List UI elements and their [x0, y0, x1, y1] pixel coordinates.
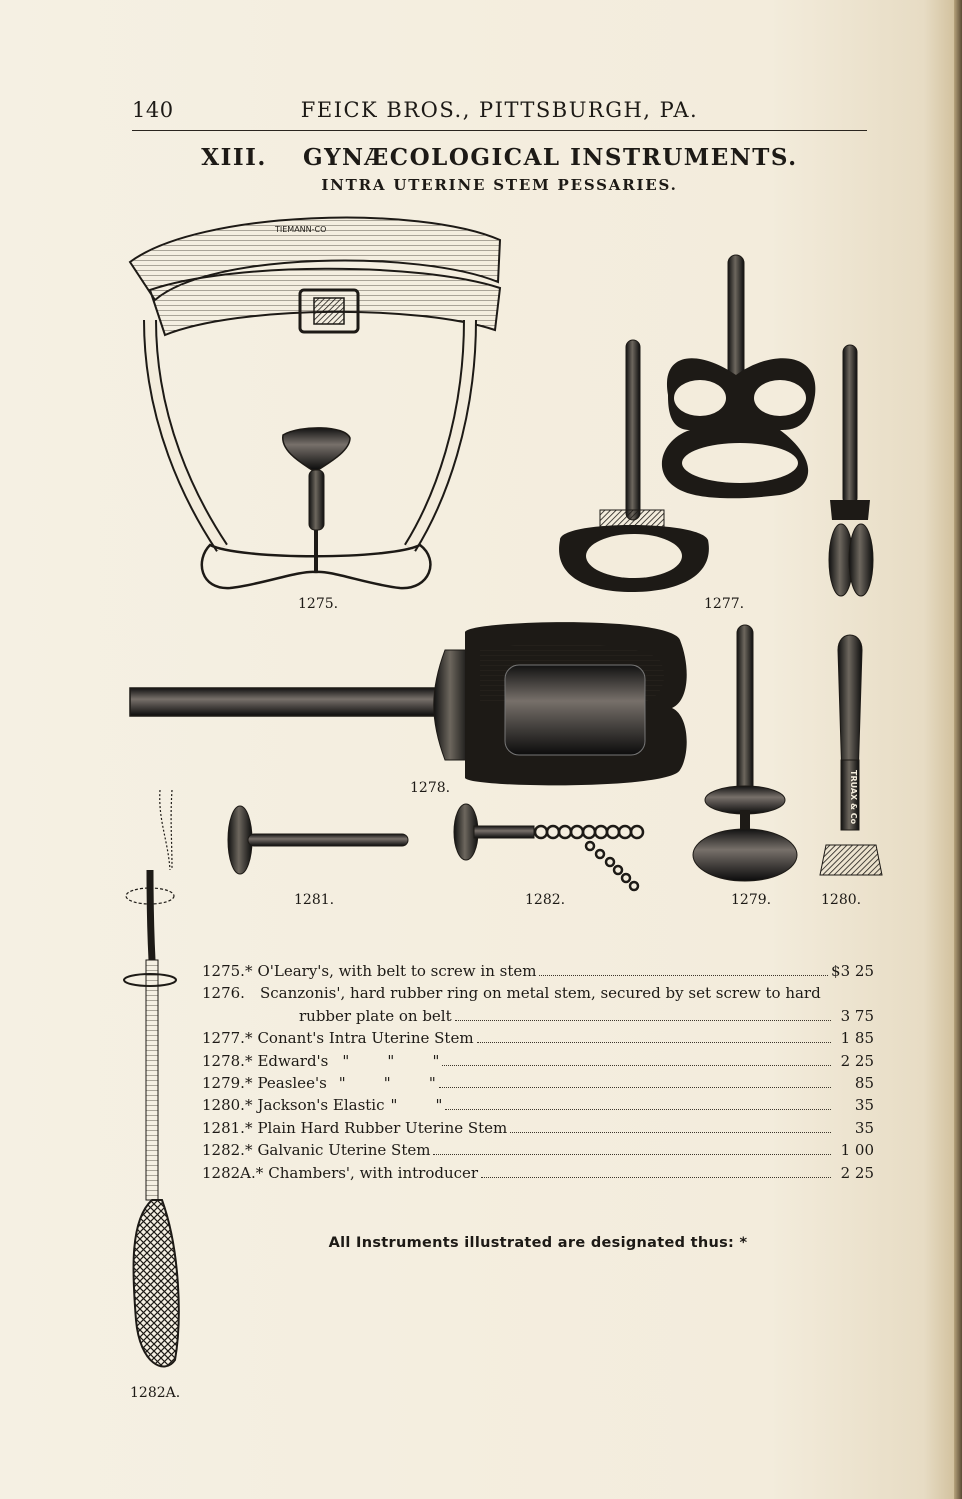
item-price: 1 85	[840, 1029, 874, 1048]
price-row-1275	[202, 960, 874, 982]
item-number: 1280.*	[202, 1096, 253, 1115]
item-description: Conant's Intra Uterine Stem	[257, 1029, 474, 1048]
item-description: O'Leary's, with belt to screw in stem	[257, 962, 537, 980]
dot-leader	[455, 1020, 831, 1021]
figure-label-1280: 1280.	[821, 892, 862, 908]
item-price: $3 25	[831, 962, 874, 980]
stem-pessary-icon	[559, 255, 873, 596]
item-number: 1279.*	[202, 1074, 253, 1093]
figure-label-1281: 1281.	[294, 892, 335, 908]
ditto-marks: " " "	[338, 1074, 436, 1093]
item-price: 35	[854, 1096, 874, 1115]
item-description: Chambers', with introducer	[268, 1163, 479, 1182]
item-description: Peaslee's	[257, 1074, 327, 1093]
item-number: 1276.	[202, 984, 245, 1003]
figure-label-1277: 1277.	[704, 596, 745, 612]
introducer-icon	[124, 790, 179, 1367]
page-number: 140	[132, 98, 174, 122]
dot-leader	[442, 1065, 831, 1066]
item-price: 3 75	[840, 1006, 874, 1025]
item-number: 1275.*	[202, 962, 253, 980]
running-head: FEICK BROS., PITTSBURGH, PA.	[300, 98, 699, 122]
dot-leader	[445, 1109, 831, 1110]
item-price: 85	[854, 1074, 874, 1093]
item-number: 1277.*	[202, 1029, 253, 1048]
item-number: 1281.*	[202, 1118, 253, 1137]
price-row-1282a	[202, 1162, 874, 1184]
dot-leader	[539, 975, 828, 976]
section-heading: GYNÆCOLOGICAL INSTRUMENTS.	[302, 144, 798, 171]
item-price: 2 25	[840, 1051, 874, 1070]
price-list	[202, 960, 874, 1184]
item-price: 1 00	[840, 1141, 874, 1160]
belt-pessary-icon	[130, 218, 500, 589]
figure-label-1275: 1275.	[298, 596, 339, 612]
price-row-1276-continued	[202, 1005, 874, 1027]
ring-stem-icon	[228, 806, 408, 874]
item-number: 1278.*	[202, 1051, 253, 1070]
price-row-1277	[202, 1027, 874, 1049]
price-row-1276	[202, 982, 874, 1004]
dot-leader	[481, 1177, 831, 1178]
section-numeral: XIII.	[201, 144, 267, 171]
item-description: Jackson's Elastic	[257, 1096, 385, 1115]
illustration-footnote: All Instruments illustrated are designated thus: *	[328, 1235, 748, 1251]
stem-maker-mark: TRUAX & Co	[849, 770, 858, 825]
item-price: 2 25	[840, 1163, 874, 1182]
ring-stem-icon	[130, 622, 687, 785]
item-price: 35	[854, 1118, 874, 1137]
price-row-1280	[202, 1094, 874, 1116]
belt-maker-mark: TIEMANN-CO	[275, 225, 327, 234]
dot-leader	[510, 1132, 831, 1133]
figure-label-1278: 1278.	[410, 780, 451, 796]
section-subtitle: INTRA UTERINE STEM PESSARIES.	[321, 176, 678, 194]
dot-leader	[433, 1154, 831, 1155]
figure-label-1282: 1282.	[525, 892, 566, 908]
item-description: Plain Hard Rubber Uterine Stem	[257, 1118, 508, 1137]
stem-pessary-icon	[693, 625, 882, 881]
ditto-marks: " " "	[342, 1051, 440, 1070]
price-row-1281	[202, 1117, 874, 1139]
item-number: 1282.*	[202, 1141, 253, 1160]
item-number: 1282A.*	[202, 1163, 264, 1182]
dot-leader	[439, 1087, 831, 1088]
figure-label-1282a: 1282A.	[130, 1385, 181, 1401]
dot-leader	[477, 1042, 831, 1043]
price-row-1278	[202, 1050, 874, 1072]
galvanic-stem-icon	[454, 804, 643, 890]
item-description-continued: rubber plate on belt	[299, 1006, 452, 1025]
item-description: Scanzonis', hard rubber ring on metal stem, secured by set screw to hard	[260, 984, 821, 1003]
price-row-1279	[202, 1072, 874, 1094]
item-description: Edward's	[257, 1051, 329, 1070]
figure-label-1279: 1279.	[731, 892, 772, 908]
price-row-1282	[202, 1139, 874, 1161]
ditto-marks: " "	[390, 1096, 443, 1115]
item-description: Galvanic Uterine Stem	[257, 1141, 431, 1160]
